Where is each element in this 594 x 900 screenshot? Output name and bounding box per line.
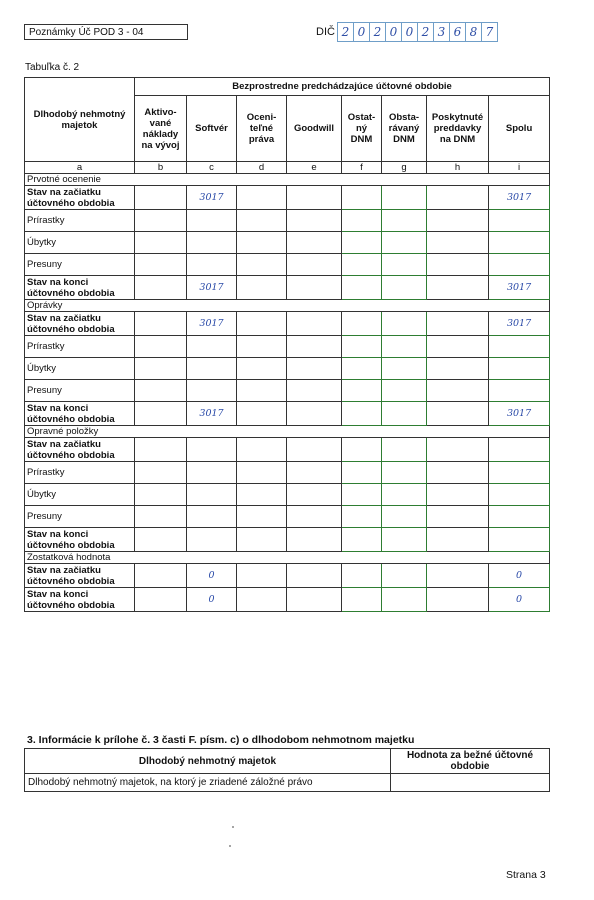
empty-cell-h[interactable]	[427, 186, 489, 210]
empty-cell-e[interactable]	[287, 588, 342, 612]
handwritten-value-i[interactable]	[489, 254, 550, 276]
table-row	[25, 588, 550, 612]
empty-cell-e[interactable]	[287, 402, 342, 426]
dic-digit-box: 8	[465, 22, 482, 42]
handwritten-value-i[interactable]: 0	[489, 588, 550, 612]
scan-speck	[229, 845, 231, 847]
handwritten-value-i[interactable]: 3017	[489, 186, 550, 210]
empty-cell-e[interactable]	[287, 312, 342, 336]
col-header: Oceni- teľné práva	[237, 96, 287, 162]
handwritten-value-i[interactable]: 3017	[489, 312, 550, 336]
empty-cell-b[interactable]	[135, 276, 187, 300]
empty-cell-g[interactable]	[382, 438, 427, 462]
empty-cell-d[interactable]	[237, 232, 287, 254]
empty-cell-d[interactable]	[237, 588, 287, 612]
pledge-col-value: Hodnota za bežné účtovné obdobie	[391, 749, 550, 774]
empty-cell-b[interactable]	[135, 564, 187, 588]
empty-cell-d[interactable]	[237, 564, 287, 588]
empty-cell-g[interactable]	[382, 254, 427, 276]
empty-cell-e[interactable]	[287, 438, 342, 462]
empty-cell-e[interactable]	[287, 276, 342, 300]
empty-cell-b[interactable]	[135, 254, 187, 276]
handwritten-value-c[interactable]	[187, 462, 237, 484]
empty-cell-e[interactable]	[287, 254, 342, 276]
row-label: Stav na začiatku účtovného obdobia	[25, 564, 135, 588]
empty-cell-b[interactable]	[135, 380, 187, 402]
handwritten-value-c[interactable]	[187, 380, 237, 402]
empty-cell-d[interactable]	[237, 438, 287, 462]
empty-cell-h[interactable]	[427, 232, 489, 254]
handwritten-value-c[interactable]	[187, 232, 237, 254]
empty-cell-e[interactable]	[287, 232, 342, 254]
empty-cell-e[interactable]	[287, 358, 342, 380]
scan-speck	[232, 826, 234, 828]
handwritten-value-c[interactable]	[187, 254, 237, 276]
empty-cell-h[interactable]	[427, 380, 489, 402]
handwritten-value-c[interactable]	[187, 506, 237, 528]
empty-cell-h[interactable]	[427, 336, 489, 358]
empty-cell-d[interactable]	[237, 380, 287, 402]
table-row	[25, 232, 550, 254]
empty-cell-f[interactable]	[342, 336, 382, 358]
empty-cell-g[interactable]	[382, 380, 427, 402]
handwritten-value-c[interactable]	[187, 336, 237, 358]
intangible-assets-table	[24, 77, 550, 612]
dic-digit-box: 6	[449, 22, 466, 42]
section-title: Oprávky	[25, 300, 550, 312]
table-row	[25, 276, 550, 300]
col-header: Poskytnuté preddavky na DNM	[427, 96, 489, 162]
empty-cell-b[interactable]	[135, 232, 187, 254]
empty-cell-d[interactable]	[237, 462, 287, 484]
handwritten-value-c[interactable]	[187, 528, 237, 552]
row-label: Stav na začiatku účtovného obdobia	[25, 438, 135, 462]
col-header: Ostat- ný DNM	[342, 96, 382, 162]
handwritten-value-i[interactable]	[489, 358, 550, 380]
empty-cell-g[interactable]	[382, 462, 427, 484]
empty-cell-e[interactable]	[287, 564, 342, 588]
row-label: Prírastky	[25, 336, 135, 358]
empty-cell-e[interactable]	[287, 506, 342, 528]
row-label: Presuny	[25, 254, 135, 276]
table-row	[25, 528, 550, 552]
empty-cell-d[interactable]	[237, 186, 287, 210]
empty-cell-b[interactable]	[135, 210, 187, 232]
handwritten-value-c[interactable]	[187, 210, 237, 232]
handwritten-value-c[interactable]: 3017	[187, 312, 237, 336]
dic-digit-box: 2	[417, 22, 434, 42]
empty-cell-g[interactable]	[382, 588, 427, 612]
empty-cell-b[interactable]	[135, 358, 187, 380]
empty-cell-e[interactable]	[287, 336, 342, 358]
empty-cell-e[interactable]	[287, 528, 342, 552]
handwritten-value-i[interactable]	[489, 528, 550, 552]
section3-heading: 3. Informácie k prílohe č. 3 časti F. písm. c) o dlhodobom nehmotnom majetku	[27, 734, 415, 746]
empty-cell-b[interactable]	[135, 484, 187, 506]
row-label: Stav na konci účtovného obdobia	[25, 588, 135, 612]
empty-cell-g[interactable]	[382, 484, 427, 506]
empty-cell-g[interactable]	[382, 402, 427, 426]
empty-cell-f[interactable]	[342, 564, 382, 588]
empty-cell-h[interactable]	[427, 358, 489, 380]
page-number: Strana 3	[506, 869, 546, 881]
empty-cell-h[interactable]	[427, 210, 489, 232]
col-header-asset: Dlhodobý nehmotný majetok	[25, 78, 135, 162]
row-label: Prírastky	[25, 462, 135, 484]
table-row	[25, 358, 550, 380]
handwritten-value-i[interactable]	[489, 336, 550, 358]
empty-cell-b[interactable]	[135, 528, 187, 552]
empty-cell-h[interactable]	[427, 506, 489, 528]
handwritten-value-i[interactable]	[489, 232, 550, 254]
table-row	[25, 186, 550, 210]
row-label: Prírastky	[25, 210, 135, 232]
row-label: Presuny	[25, 380, 135, 402]
empty-cell-g[interactable]	[382, 276, 427, 300]
handwritten-value-i[interactable]	[489, 484, 550, 506]
table-row	[25, 506, 550, 528]
empty-cell-b[interactable]	[135, 312, 187, 336]
col-letter: b	[135, 162, 187, 174]
table-row	[25, 402, 550, 426]
col-letter: c	[187, 162, 237, 174]
empty-cell-h[interactable]	[427, 276, 489, 300]
empty-cell-g[interactable]	[382, 358, 427, 380]
dic-digit-box: 3	[433, 22, 450, 42]
empty-cell-f[interactable]	[342, 380, 382, 402]
empty-cell-f[interactable]	[342, 276, 382, 300]
row-label: Stav na konci účtovného obdobia	[25, 528, 135, 552]
empty-cell-d[interactable]	[237, 336, 287, 358]
handwritten-value-c[interactable]: 0	[187, 564, 237, 588]
pledge-row-label: Dlhodobý nehmotný majetok, na ktorý je zriadené záložné právo	[25, 774, 391, 792]
pledge-row-value[interactable]	[391, 774, 550, 792]
col-header: Goodwill	[287, 96, 342, 162]
section-title: Zostatková hodnota	[25, 552, 550, 564]
empty-cell-e[interactable]	[287, 484, 342, 506]
table-row	[25, 254, 550, 276]
empty-cell-h[interactable]	[427, 588, 489, 612]
row-label: Stav na konci účtovného obdobia	[25, 276, 135, 300]
handwritten-value-c[interactable]	[187, 484, 237, 506]
empty-cell-g[interactable]	[382, 506, 427, 528]
col-header: Obsta- rávaný DNM	[382, 96, 427, 162]
handwritten-value-c[interactable]: 3017	[187, 186, 237, 210]
empty-cell-e[interactable]	[287, 186, 342, 210]
empty-cell-f[interactable]	[342, 438, 382, 462]
handwritten-value-i[interactable]	[489, 380, 550, 402]
table-row	[25, 564, 550, 588]
empty-cell-f[interactable]	[342, 462, 382, 484]
empty-cell-f[interactable]	[342, 484, 382, 506]
empty-cell-f[interactable]	[342, 588, 382, 612]
handwritten-value-c[interactable]	[187, 438, 237, 462]
handwritten-value-c[interactable]: 0	[187, 588, 237, 612]
section-title: Prvotné ocenenie	[25, 174, 550, 186]
empty-cell-d[interactable]	[237, 210, 287, 232]
empty-cell-f[interactable]	[342, 358, 382, 380]
table-row	[25, 380, 550, 402]
empty-cell-d[interactable]	[237, 358, 287, 380]
empty-cell-d[interactable]	[237, 254, 287, 276]
empty-cell-b[interactable]	[135, 438, 187, 462]
col-letter: e	[287, 162, 342, 174]
handwritten-value-i[interactable]: 3017	[489, 276, 550, 300]
empty-cell-d[interactable]	[237, 276, 287, 300]
dic-digit-box: 2	[337, 22, 354, 42]
empty-cell-d[interactable]	[237, 312, 287, 336]
dic-label: DIČ	[316, 26, 335, 38]
row-label: Úbytky	[25, 484, 135, 506]
col-header: Aktivo- vané náklady na vývoj	[135, 96, 187, 162]
form-header-box: Poznámky Úč POD 3 - 04	[24, 24, 188, 40]
col-letter: a	[25, 162, 135, 174]
dic-digit-box: 7	[481, 22, 498, 42]
table-row	[25, 438, 550, 462]
handwritten-value-i[interactable]: 3017	[489, 402, 550, 426]
dic-digit-boxes	[338, 22, 498, 42]
empty-cell-b[interactable]	[135, 462, 187, 484]
pledge-table	[24, 748, 550, 792]
empty-cell-d[interactable]	[237, 506, 287, 528]
table-caption: Tabuľka č. 2	[25, 62, 80, 73]
empty-cell-b[interactable]	[135, 588, 187, 612]
empty-cell-d[interactable]	[237, 484, 287, 506]
dic-digit-box: 2	[369, 22, 386, 42]
empty-cell-g[interactable]	[382, 564, 427, 588]
handwritten-value-c[interactable]: 3017	[187, 402, 237, 426]
table-row	[25, 462, 550, 484]
empty-cell-g[interactable]	[382, 232, 427, 254]
row-label: Stav na začiatku účtovného obdobia	[25, 312, 135, 336]
empty-cell-e[interactable]	[287, 210, 342, 232]
empty-cell-h[interactable]	[427, 564, 489, 588]
row-label: Stav na konci účtovného obdobia	[25, 402, 135, 426]
row-label: Úbytky	[25, 232, 135, 254]
empty-cell-g[interactable]	[382, 528, 427, 552]
handwritten-value-i[interactable]	[489, 438, 550, 462]
table-row	[25, 210, 550, 232]
empty-cell-f[interactable]	[342, 186, 382, 210]
dic-digit-box: 0	[401, 22, 418, 42]
row-label: Úbytky	[25, 358, 135, 380]
col-header: Softvér	[187, 96, 237, 162]
handwritten-value-c[interactable]: 3017	[187, 276, 237, 300]
empty-cell-g[interactable]	[382, 336, 427, 358]
empty-cell-f[interactable]	[342, 506, 382, 528]
handwritten-value-i[interactable]: 0	[489, 564, 550, 588]
empty-cell-f[interactable]	[342, 312, 382, 336]
empty-cell-h[interactable]	[427, 484, 489, 506]
empty-cell-g[interactable]	[382, 210, 427, 232]
empty-cell-f[interactable]	[342, 528, 382, 552]
group-header: Bezprostredne predchádzajúce účtovné obdobie	[135, 78, 550, 96]
row-label: Stav na začiatku účtovného obdobia	[25, 186, 135, 210]
handwritten-value-i[interactable]	[489, 462, 550, 484]
empty-cell-f[interactable]	[342, 232, 382, 254]
empty-cell-h[interactable]	[427, 528, 489, 552]
table-row	[25, 312, 550, 336]
empty-cell-b[interactable]	[135, 506, 187, 528]
row-label: Presuny	[25, 506, 135, 528]
empty-cell-f[interactable]	[342, 402, 382, 426]
dic-digit-box: 0	[353, 22, 370, 42]
empty-cell-b[interactable]	[135, 336, 187, 358]
empty-cell-h[interactable]	[427, 312, 489, 336]
table-row	[25, 336, 550, 358]
empty-cell-b[interactable]	[135, 402, 187, 426]
col-letter: d	[237, 162, 287, 174]
empty-cell-f[interactable]	[342, 254, 382, 276]
empty-cell-h[interactable]	[427, 462, 489, 484]
empty-cell-e[interactable]	[287, 462, 342, 484]
empty-cell-g[interactable]	[382, 312, 427, 336]
col-letter: h	[427, 162, 489, 174]
section-title: Opravné položky	[25, 426, 550, 438]
dic-digit-box: 0	[385, 22, 402, 42]
empty-cell-f[interactable]	[342, 210, 382, 232]
handwritten-value-i[interactable]	[489, 506, 550, 528]
empty-cell-d[interactable]	[237, 528, 287, 552]
col-letter: i	[489, 162, 550, 174]
empty-cell-h[interactable]	[427, 438, 489, 462]
handwritten-value-c[interactable]	[187, 358, 237, 380]
empty-cell-h[interactable]	[427, 402, 489, 426]
empty-cell-h[interactable]	[427, 254, 489, 276]
empty-cell-d[interactable]	[237, 402, 287, 426]
col-letter: g	[382, 162, 427, 174]
empty-cell-e[interactable]	[287, 380, 342, 402]
col-letter: f	[342, 162, 382, 174]
col-header: Spolu	[489, 96, 550, 162]
table-row	[25, 484, 550, 506]
handwritten-value-i[interactable]	[489, 210, 550, 232]
empty-cell-g[interactable]	[382, 186, 427, 210]
empty-cell-b[interactable]	[135, 186, 187, 210]
pledge-col-asset: Dlhodobý nehmotný majetok	[25, 749, 391, 774]
